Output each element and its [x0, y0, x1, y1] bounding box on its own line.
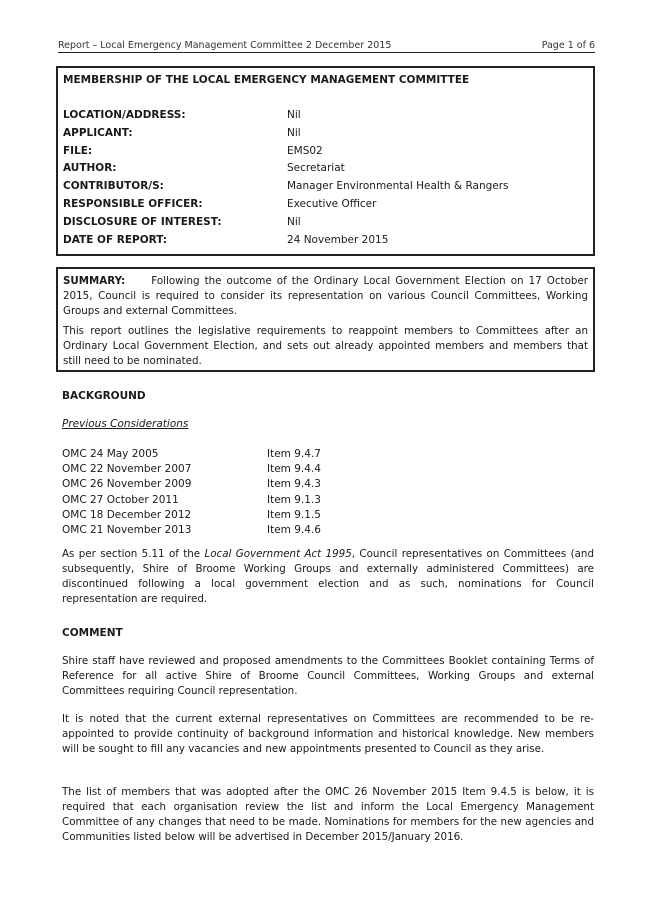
field-value: EMS02	[287, 144, 323, 157]
field-label: CONTRIBUTOR/S:	[63, 180, 164, 193]
previous-considerations-heading: Previous Considerations	[62, 418, 189, 430]
field-row	[63, 107, 588, 125]
act-title: Local Government Act 1995	[204, 548, 352, 560]
meeting-date: OMC 27 October 2011	[62, 493, 179, 506]
list-item	[62, 508, 594, 523]
meeting-date: OMC 22 November 2007	[62, 463, 192, 476]
list-item	[62, 447, 594, 462]
list-item	[62, 477, 594, 492]
field-label: FILE:	[63, 144, 93, 157]
item-number: Item 9.1.3	[267, 493, 321, 506]
summary-paragraph-1	[63, 274, 588, 319]
item-number: Item 9.4.6	[267, 523, 321, 536]
field-row	[63, 196, 588, 214]
field-label: DISCLOSURE OF INTEREST:	[63, 215, 222, 228]
item-number: Item 9.4.3	[267, 478, 321, 491]
background-text-after: , Council representatives on Committees (and subsequently, Shire of Broome Working Groups and externally administered Committees) are discontinued following a local government election and as such, nominations for Council representation are required.	[62, 548, 594, 605]
meeting-date: OMC 24 May 2005	[62, 448, 159, 460]
field-label: APPLICANT:	[63, 126, 133, 139]
meeting-date: OMC 26 November 2009	[62, 478, 192, 491]
considerations-list	[62, 447, 594, 538]
field-row	[63, 160, 588, 178]
field-value: Secretariat	[287, 162, 345, 175]
meeting-date: OMC 18 December 2012	[62, 508, 192, 521]
background-heading: BACKGROUND	[62, 390, 146, 402]
field-row	[63, 232, 588, 250]
list-item	[62, 462, 594, 477]
page-number: Page 1 of 6	[541, 40, 595, 51]
report-title: MEMBERSHIP OF THE LOCAL EMERGENCY MANAGEMENT COMMITTEE	[63, 74, 470, 86]
comment-paragraph-1: Shire staff have reviewed and proposed amendments to the Committees Booklet containing Terms of Reference for all active Shire of Broome Council Committees, Working Groups and external Committees requiring Council representation.	[62, 655, 594, 697]
list-item	[62, 493, 594, 508]
field-row	[63, 178, 588, 196]
field-value: Executive Officer	[287, 197, 377, 210]
field-value: Nil	[287, 215, 301, 228]
summary-box	[56, 267, 595, 372]
comment-paragraph-2: It is noted that the current external representatives on Committees are recommended to be re-appointed to provide continuity of background information and historical knowledge. New members will be sought to fill any vacancies and new appointments presented to Council as they arise.	[62, 713, 594, 755]
field-value: Nil	[287, 109, 301, 121]
field-value: Nil	[287, 126, 301, 139]
field-label: DATE OF REPORT:	[63, 233, 168, 246]
background-paragraph	[62, 547, 594, 607]
field-label: LOCATION/ADDRESS:	[63, 109, 186, 121]
header-title: Report – Local Emergency Management Committee 2 December 2015	[58, 40, 392, 51]
item-number: Item 9.4.7	[267, 448, 321, 460]
comment-paragraph-3: The list of members that was adopted after the OMC 26 November 2015 Item 9.4.5 is below, it is required that each organisation review the list and inform the Local Emergency Management Committee of any changes that need to be made. Nominations for members for the new agencies and Communities listed below will be advertised in December 2015/January 2016.	[62, 786, 594, 843]
field-row	[63, 143, 588, 161]
details-fields	[63, 107, 588, 249]
field-row	[63, 214, 588, 232]
details-box	[56, 66, 595, 256]
field-label: RESPONSIBLE OFFICER:	[63, 197, 203, 210]
background-text-before: As per section 5.11 of the	[62, 548, 205, 560]
page-header	[58, 40, 595, 53]
field-value: Manager Environmental Health & Rangers	[287, 180, 509, 193]
item-number: Item 9.4.4	[267, 463, 321, 476]
summary-paragraph-2: This report outlines the legislative requirements to reappoint members to Committees after an Ordinary Local Government Election, and sets out already appointed members and members that still need to be nominated.	[63, 325, 588, 367]
field-row	[63, 125, 588, 143]
field-label: AUTHOR:	[63, 162, 117, 175]
field-value: 24 November 2015	[287, 233, 389, 246]
item-number: Item 9.1.5	[267, 508, 321, 521]
summary-label: SUMMARY:	[63, 275, 126, 287]
summary-text-1: Following the outcome of the Ordinary Local Government Election on 17 October 2015, Council is required to consider its representation on various Council Committees, Working Groups and external Committees.	[63, 275, 588, 317]
meeting-date: OMC 21 November 2013	[62, 523, 192, 536]
list-item	[62, 523, 594, 538]
comment-heading: COMMENT	[62, 627, 123, 639]
